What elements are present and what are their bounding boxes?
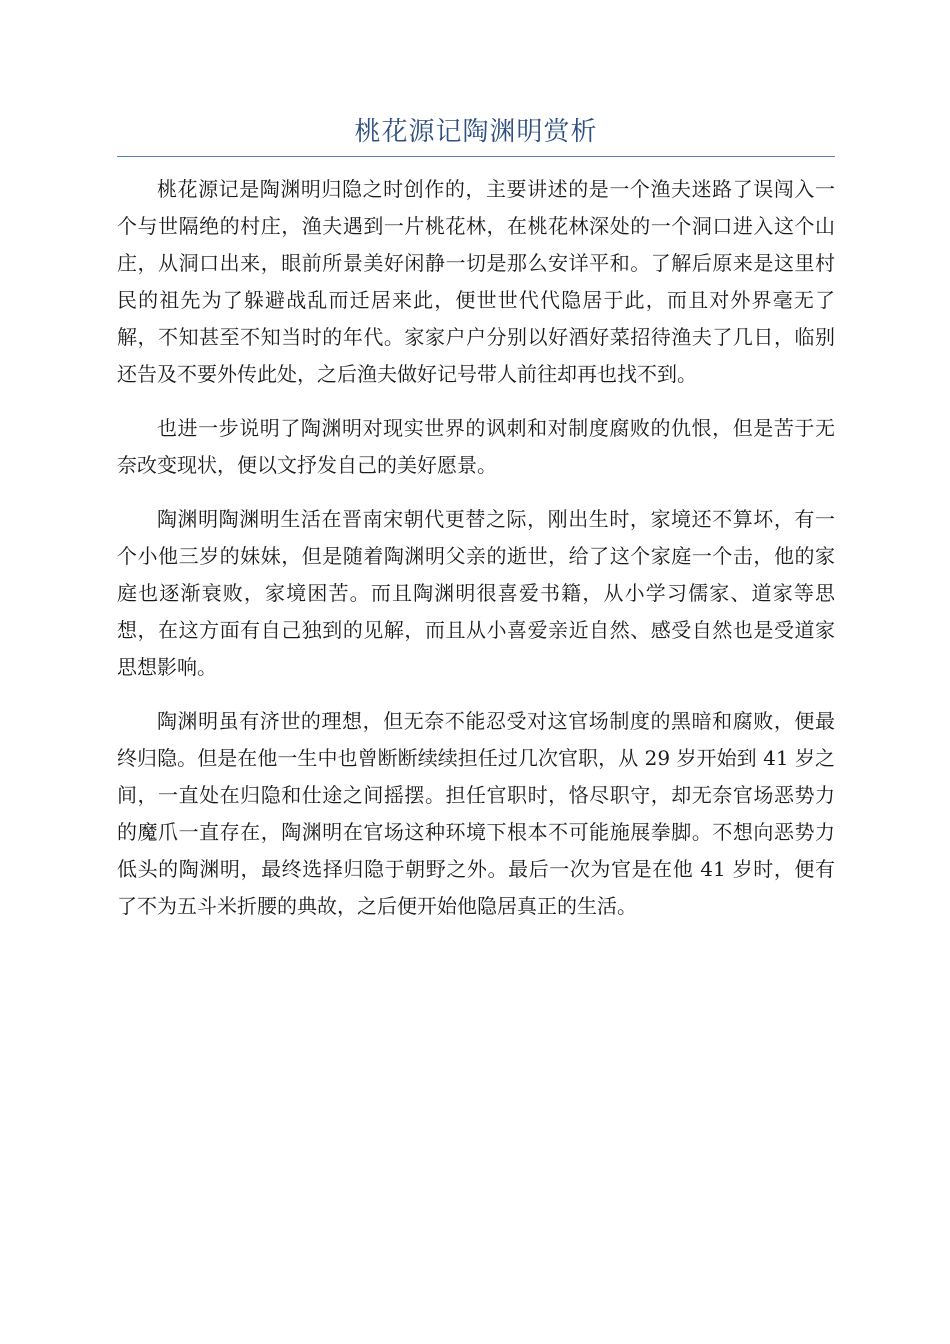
paragraph-3: 陶渊明陶渊明生活在晋南宋朝代更替之际，刚出生时，家境还不算坏，有一个小他三岁的妹妹，但是随着陶渊明父亲的逝世，给了这个家庭一个击，他的家庭也逐渐衰败，家境困苦。而且陶渊明很喜爱书籍，从小学习儒家、道家等思想，在这方面有自己独到的见解，而且从小喜爱亲近自然、感受自然也是受道家思想影响。 (117, 507, 835, 679)
title-section (117, 112, 835, 157)
paragraph-4: 陶渊明虽有济世的理想，但无奈不能忍受对这官场制度的黑暗和腐败，便最终归隐。但是在他一生中也曾断断续续担任过几次官职，从 29 岁开始到 41 岁之间，一直处在归隐和仕途之间摇摆。担任官职时，恪尽职守，却无奈官场恶势力的魔爪一直存在，陶渊明在官场这种环境下根本不可能施展拳脚。不想向恶势力低头的陶渊明，最终选择归隐于朝野之外。最后一次为官是在他 41 岁时，便有了不为五斗米折腰的典故，之后便开始他隐居真正的生活。 (117, 709, 835, 918)
page-title: 桃花源记陶渊明赏析 (354, 117, 598, 147)
paragraph-2: 也进一步说明了陶渊明对现实世界的讽刺和对制度腐败的仇恨，但是苦于无奈改变现状，便以文抒发自己的美好愿景。 (117, 416, 835, 477)
paragraph-1: 桃花源记是陶渊明归隐之时创作的，主要讲述的是一个渔夫迷路了误闯入一个与世隔绝的村庄，渔夫遇到一片桃花林，在桃花林深处的一个洞口进入这个山庄，从洞口出来，眼前所景美好闲静一切是那么安详平和。了解后原来是这里村民的祖先为了躲避战乱而迁居来此，便世世代代隐居于此，而且对外界毫无了解，不知甚至不知当时的年代。家家户户分别以好酒好菜招待渔夫了几日，临别还告及不要外传此处，之后渔夫做好记号带人前往却再也找不到。 (117, 177, 835, 386)
article-body (117, 171, 835, 942)
